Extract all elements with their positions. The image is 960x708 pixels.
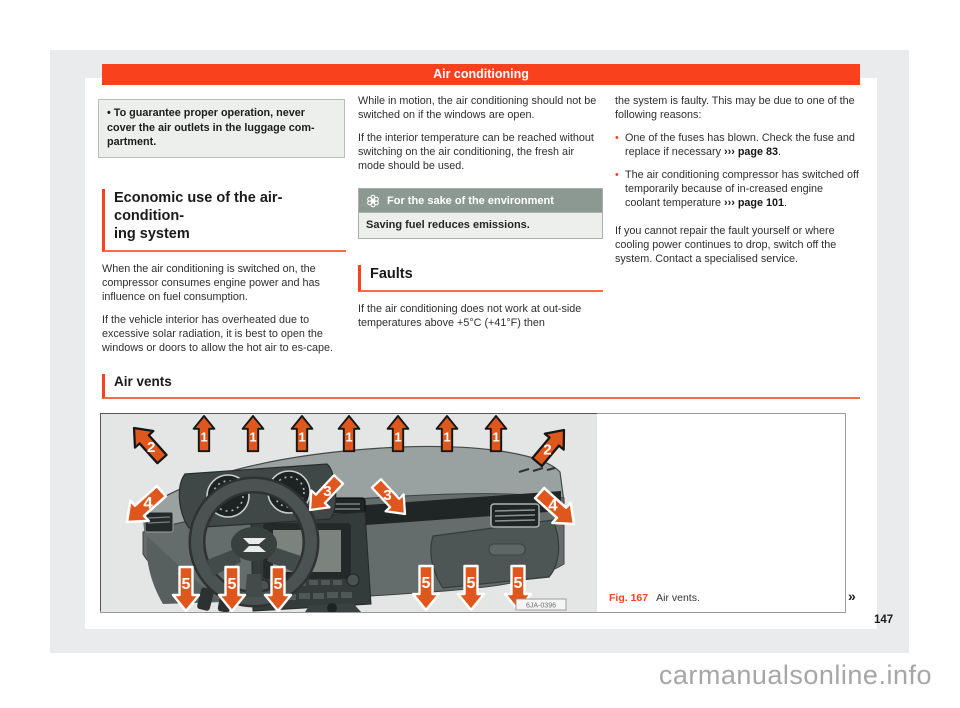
environment-note-body: Saving fuel reduces emissions. — [359, 212, 602, 238]
figure-caption-text: Air vents. — [656, 592, 700, 604]
paragraph: When the air conditioning is switched on, the compressor consumes engine power and has influence on fuel consumption. — [102, 262, 320, 303]
svg-text:4: 4 — [548, 495, 558, 515]
page-reference: ››› page 83 — [724, 146, 779, 158]
section-heading-economic — [102, 189, 346, 252]
svg-text:5: 5 — [181, 576, 191, 593]
note-box — [98, 99, 345, 158]
chapter-header: Air conditioning — [102, 64, 860, 85]
dashboard-illustration — [100, 413, 597, 611]
paragraph: the system is faulty. This may be due to one of the following reasons: — [615, 95, 855, 121]
heading-line: ing system — [114, 225, 190, 242]
svg-text:2: 2 — [146, 438, 156, 456]
fault-reason-item — [615, 131, 860, 159]
column-right — [615, 94, 860, 275]
svg-text:1: 1 — [394, 429, 402, 445]
figure-caption — [609, 592, 700, 604]
note-bullet: • — [107, 107, 111, 119]
svg-text:3: 3 — [383, 486, 392, 504]
section-heading-faults — [358, 265, 603, 292]
continuation-mark: » — [848, 588, 856, 604]
figure-caption-area — [597, 414, 845, 612]
list-bullet: • — [615, 169, 619, 181]
environment-note-box — [358, 188, 603, 239]
paragraph: If the interior temperature can be reached without switching on the air conditioning, the fresh air mode should be used. — [358, 132, 594, 172]
page-number: 147 — [874, 614, 894, 626]
page-reference: ››› page 101 — [724, 197, 785, 209]
heading-line: Economic use of the air-condition- — [114, 189, 283, 224]
svg-text:5: 5 — [421, 575, 431, 592]
flower-icon — [366, 194, 380, 208]
svg-text:1: 1 — [200, 429, 208, 445]
figure-number: Fig. 167 — [609, 592, 649, 604]
figure-167 — [100, 413, 846, 613]
watermark: carmanualsonline.info — [658, 660, 932, 690]
svg-text:5: 5 — [466, 575, 476, 592]
paragraph: If you cannot repair the fault yourself or where cooling power continues to drop, switch off the system. Contact a specialised service. — [615, 225, 837, 265]
column-left — [102, 94, 346, 364]
paragraph: While in motion, the air conditioning should not be switched on if the windows are open. — [358, 95, 597, 121]
list-text: . — [778, 146, 782, 158]
svg-text:5: 5 — [227, 576, 237, 593]
section-heading-air-vents: Air vents — [102, 374, 860, 399]
svg-text:1: 1 — [443, 429, 451, 445]
list-bullet: • — [615, 132, 619, 144]
figure-image-code: 6JA-0396 — [526, 602, 556, 610]
svg-text:4: 4 — [143, 493, 153, 513]
svg-text:5: 5 — [513, 575, 523, 592]
list-text: . — [784, 197, 788, 209]
svg-text:5: 5 — [273, 576, 283, 593]
dashboard-svg — [101, 414, 598, 612]
fault-reason-item — [615, 168, 860, 210]
paragraph: If the vehicle interior has overheated due to excessive solar radiation, it is best to open the windows or doors to allow the hot air to es-cape. — [102, 313, 334, 354]
svg-text:3: 3 — [323, 482, 332, 500]
svg-text:1: 1 — [249, 429, 257, 445]
svg-text:1: 1 — [298, 429, 306, 445]
environment-note-header — [359, 189, 602, 212]
heading-line: Faults — [370, 266, 413, 282]
environment-note-title: For the sake of the environment — [387, 194, 554, 207]
list-text: One of the fuses has blown. Check the fuse and replace if necessary — [625, 132, 855, 158]
note-text: To guarantee proper operation, never cover the air outlets in the luggage com-partment. — [107, 107, 315, 148]
column-middle — [358, 94, 603, 339]
paragraph: If the air conditioning does not work at out-side temperatures above +5°C (+41°F) then — [358, 303, 582, 329]
svg-text:1: 1 — [345, 429, 353, 445]
list-text: The air conditioning compressor has switched off temporarily because of in-creased engine coolant temperature — [625, 169, 859, 209]
svg-text:2: 2 — [543, 441, 552, 459]
svg-text:1: 1 — [492, 429, 500, 445]
